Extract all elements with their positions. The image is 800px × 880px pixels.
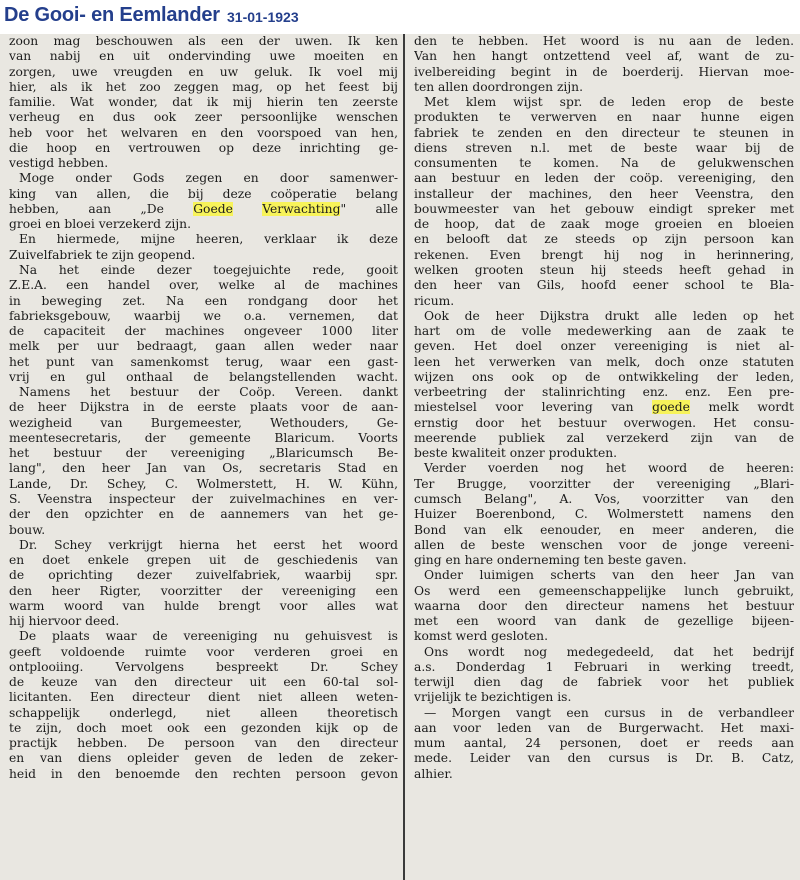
text-line: — Morgen vangt een cursus in de verbandleer bbox=[424, 705, 794, 720]
text-line: Na het einde dezer toegejuichte rede, gooit bbox=[19, 262, 398, 277]
text-fragment: hebben, aan „De bbox=[9, 201, 164, 216]
text-line: zoon mag beschouwen als een der uwen. Ik ken bbox=[9, 34, 398, 48]
text-line: En hiermede, mijne heeren, verklaar ik deze bbox=[19, 232, 398, 247]
left-column bbox=[9, 34, 398, 880]
text-line: Ons wordt nog medegedeeld, dat het bedrijf bbox=[424, 644, 794, 659]
text-line: Namens het bestuur der Coöp. Vereen. dankt bbox=[19, 385, 398, 400]
text-line: vrijelijk te bezichtigen is. bbox=[414, 690, 572, 705]
right-paragraph-2 bbox=[414, 95, 794, 309]
text-line: ivelbereiding begint in de boerderij. Hiervan moe- bbox=[414, 64, 794, 79]
text-line: de heer Dijkstra in de eerste plaats voor de aan- bbox=[9, 400, 398, 415]
text-line: allen de beste wenschen voor de jonge vereeni- bbox=[414, 537, 794, 552]
text-line: te zijn, doch moet ook een gezonden kijk op de bbox=[9, 720, 398, 735]
text-line: warm woord van hulde brengt voor alles wat bbox=[9, 598, 398, 613]
text-line: wezigheid van Burgemeester, Wethouders, Ge- bbox=[9, 415, 398, 430]
right-column bbox=[414, 34, 794, 880]
highlighted-term: Verwachting bbox=[262, 201, 341, 216]
text-line: komst werd gesloten. bbox=[414, 629, 548, 644]
text-line: heb voor het welvaren en den voorspoed van hen, bbox=[9, 125, 398, 140]
text-line: diens streven n.l. met de beste waar bij de bbox=[414, 140, 794, 155]
text-line: den heer van Gils, hoofd eener school te Bla- bbox=[414, 278, 794, 293]
text-line: bouwmeester van het gebouw eindigt spreker met bbox=[414, 201, 794, 216]
text-line: rekenen. Even brengt hij nog in herinnering, bbox=[414, 247, 794, 262]
text-line: Van hen hangt ontzettend veel af, want de zu- bbox=[414, 49, 794, 64]
clipping-header bbox=[0, 0, 800, 34]
text-line: mede. Leider van den cursus is Dr. B. Catz, bbox=[414, 751, 794, 766]
text-line: geven. Het doel onzer vereeniging is niet al- bbox=[414, 339, 794, 354]
text-line: beste kwaliteit onzer produkten. bbox=[414, 446, 618, 461]
text-line: bouw. bbox=[9, 522, 46, 537]
right-paragraph-7 bbox=[414, 706, 794, 782]
text-line: Os werd een gemeenschappelijke lunch gebruikt, bbox=[414, 583, 794, 598]
text-line: Huizer Boerenbond, C. Wolmerstett namens den bbox=[414, 507, 794, 522]
text-line: meerende publiek zal verzekerd zijn van de bbox=[414, 430, 794, 445]
text-line: Zuivelfabriek te zijn geopend. bbox=[9, 247, 196, 262]
text-line: licitanten. Een directeur dient niet alleen weten- bbox=[9, 690, 398, 705]
text-line: die hoop en vertrouwen op deze inrichting ge- bbox=[9, 140, 398, 155]
text-line: vrij en gul onthaal de belangstellenden wacht. bbox=[9, 369, 398, 384]
text-line: aan bestuur en leden der coöp. vereeniging, den bbox=[414, 171, 794, 186]
text-line: der den opzichter en de aannemers van het ge- bbox=[9, 507, 398, 522]
text-line: Verder voerden nog het woord de heeren: bbox=[424, 461, 794, 476]
text-line: fabrieksgebouw, waarbij we o.a. vernemen, dat bbox=[9, 308, 398, 323]
right-paragraph-4 bbox=[414, 461, 794, 568]
text-line: den heer Rigter, voorzitter der vereeniging een bbox=[9, 583, 398, 598]
column-divider bbox=[403, 34, 405, 880]
left-paragraph-1 bbox=[9, 34, 398, 171]
right-paragraph-6 bbox=[414, 645, 794, 706]
left-paragraph-4 bbox=[9, 263, 398, 385]
text-line: en belooft dat ze steeds op zijn persoon kan bbox=[414, 232, 794, 247]
text-line: Moge onder Gods zegen en door samenwer- bbox=[19, 171, 398, 186]
text-line: a.s. Donderdag 1 Februari in werking treedt, bbox=[414, 659, 794, 674]
text-line: leen het verwerken van melk, doch onze statuten bbox=[414, 354, 794, 369]
right-paragraph-5 bbox=[414, 568, 794, 644]
text-line: hij hiervoor deed. bbox=[9, 614, 120, 629]
text-line: practijk hebben. De persoon van den directeur bbox=[9, 736, 398, 751]
text-line: terwijl dien dag de fabriek voor het publiek bbox=[414, 675, 794, 690]
text-fragment: melk wordt bbox=[708, 400, 794, 415]
text-line: consumenten te komen. Na de gelukwenschen bbox=[414, 156, 794, 171]
text-line: ontplooiing. Vervolgens bespreekt Dr. Schey bbox=[9, 659, 398, 674]
text-line: Bond van elk eenouder, en meer anderen, die bbox=[414, 522, 794, 537]
text-line: schappelijk onderlegd, niet alleen theoretisch bbox=[9, 705, 398, 720]
paragraph-part bbox=[414, 416, 794, 462]
text-line: de capaciteit der machines ongeveer 1000 liter bbox=[9, 324, 398, 339]
text-line: mum aantal, 24 personen, doet er reeds aan bbox=[414, 736, 794, 751]
text-line: ging en hare onderneming ten beste gaven. bbox=[414, 553, 687, 568]
left-paragraph-7 bbox=[9, 629, 398, 782]
text-line: Onder luimigen scherts van den heer Jan van bbox=[424, 568, 794, 583]
text-line: hart om de volle medewerking aan de zaak te bbox=[414, 324, 794, 339]
text-line: cumsch Belang", A. Vos, voorzitter van den bbox=[414, 491, 794, 506]
text-fragment: miestelsel voor levering van bbox=[414, 400, 634, 415]
text-line: het punt van samenkomst terug, waar een gast- bbox=[9, 354, 398, 369]
text-line: Dr. Schey verkrijgt hierna het eerst het woord bbox=[19, 537, 398, 552]
text-line: hier, als ik het zoo zeggen mag, op het feest bij bbox=[9, 79, 398, 94]
text-line: geeft voldoende ruimte voor verderen groei en bbox=[9, 644, 398, 659]
publication-date: 31-01-1923 bbox=[227, 9, 299, 25]
text-line: wijzen ons ook op de ontwikkeling der leden, bbox=[414, 369, 794, 384]
text-line: fabriek te zenden en den directeur te steunen in bbox=[414, 125, 794, 140]
text-line: Lande, Dr. Schey, C. Wolmerstett, H. W. Kühn, bbox=[9, 476, 398, 491]
text-fragment: " alle bbox=[340, 201, 398, 216]
text-line: welken grooten steun hij steeds heeft gehad in bbox=[414, 262, 794, 277]
text-line: waarna door den directeur namens het bestuur bbox=[414, 598, 794, 613]
text-line: ten allen doordrongen zijn. bbox=[414, 79, 584, 94]
text-line: king van allen, die bij deze coöperatie belang bbox=[9, 186, 398, 201]
newspaper-title: De Gooi- en Eemlander bbox=[4, 4, 220, 26]
right-paragraph-3 bbox=[414, 309, 794, 462]
text-line: het bestuur der vereeniging „Blaricumsch Be- bbox=[9, 446, 398, 461]
text-line: de oprichting dezer zuivelfabriek, waarbij spr. bbox=[9, 568, 398, 583]
text-line: de hoop, dat de zaak moge groeien en bloeien bbox=[414, 217, 794, 232]
text-line: meentesecretaris, der gemeente Blaricum. Voorts bbox=[9, 430, 398, 445]
text-line: aan voor leden van de Burgerwacht. Het maxi- bbox=[414, 720, 794, 735]
highlighted-term: Goede bbox=[193, 201, 233, 216]
text-line: groei en bloei verzekerd zijn. bbox=[9, 217, 192, 232]
text-line: ernstig door het bestuur overwogen. Het consu- bbox=[414, 415, 794, 430]
text-line: de keuze van den directeur uit een 60-tal sol- bbox=[9, 675, 398, 690]
text-line: produkten te verwerven en naar hunne eigen bbox=[414, 110, 794, 125]
left-paragraph-3 bbox=[9, 232, 398, 263]
right-paragraph-1 bbox=[414, 34, 794, 95]
text-line: den te hebben. Het woord is nu aan de leden. bbox=[414, 34, 794, 48]
highlighted-term: goede bbox=[652, 400, 690, 415]
newspaper-clipping bbox=[0, 34, 800, 880]
text-line: en van diens opleider geven de leden de zeker- bbox=[9, 751, 398, 766]
text-line: Ook de heer Dijkstra drukt alle leden op het bbox=[424, 308, 794, 323]
left-paragraph-5 bbox=[9, 385, 398, 538]
left-paragraph-6 bbox=[9, 538, 398, 630]
text-line bbox=[9, 202, 398, 217]
text-line: Met klem wijst spr. de leden erop de beste bbox=[424, 95, 794, 110]
text-line: lang", den heer Jan van Os, secretaris Stad en bbox=[9, 461, 398, 476]
text-line: De plaats waar de vereeniging nu gehuisvest is bbox=[19, 629, 398, 644]
paragraph-part bbox=[414, 309, 794, 401]
text-line: familie. Wat wonder, dat ik mij hierin ten zeerste bbox=[9, 95, 398, 110]
text-line: S. Veenstra inspecteur der zuivelmachines en ver- bbox=[9, 491, 398, 506]
text-line: ricum. bbox=[414, 293, 455, 308]
text-line: in beweging zet. Na een rondgang door het bbox=[9, 293, 398, 308]
text-line: vestigd hebben. bbox=[9, 156, 109, 171]
text-line: zorgen, uwe vreugden en uw geluk. Ik voel mij bbox=[9, 64, 398, 79]
text-line: van nabij en uit ondervinding uwe moeiten en bbox=[9, 49, 398, 64]
text-line: melk per uur bedraagt, gaan allen weder naar bbox=[9, 339, 398, 354]
text-line: heid in den benoemde den rechten persoon gevon bbox=[9, 766, 398, 781]
text-line: met een woord van dank de gezellige bijeen- bbox=[414, 614, 794, 629]
left-paragraph-2 bbox=[9, 171, 398, 232]
text-line: alhier. bbox=[414, 766, 453, 781]
text-line: installeur der machines, den heer Veenstra, den bbox=[414, 186, 794, 201]
text-line bbox=[414, 400, 794, 415]
text-line: verbeetring der stalinrichting enz. enz. Een pre- bbox=[414, 385, 794, 400]
text-line: Z.E.A. een handel over, welke al de machines bbox=[9, 278, 398, 293]
text-line: en doet enkele grepen uit de geschiedenis van bbox=[9, 553, 398, 568]
text-line: Ter Brugge, voorzitter der vereeniging „Blari- bbox=[414, 476, 794, 491]
text-line: verheug en dus ook zeer persoonlijke wenschen bbox=[9, 110, 398, 125]
